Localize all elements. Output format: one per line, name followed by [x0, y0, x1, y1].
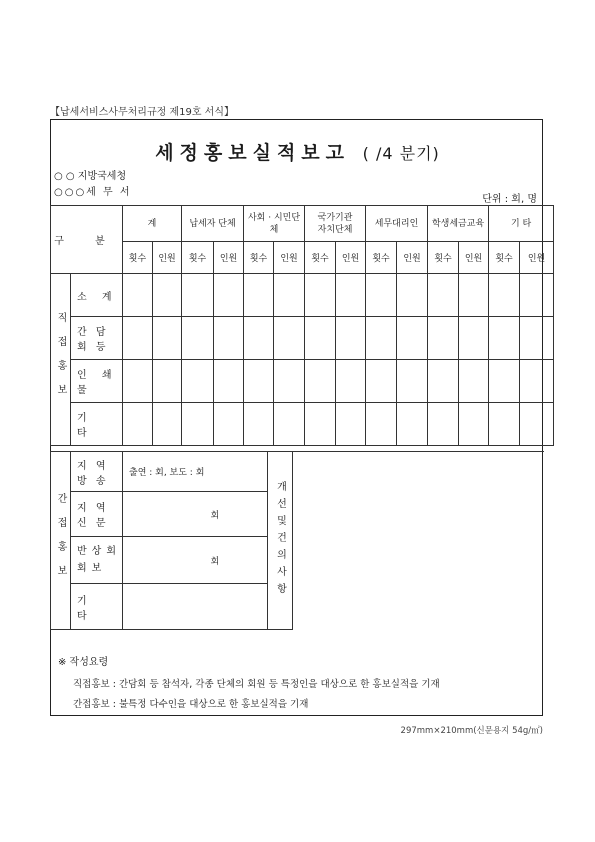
sub-count: 횟수: [366, 242, 397, 274]
sub-count: 횟수: [123, 242, 153, 274]
cell[interactable]: [182, 317, 214, 360]
cell[interactable]: [305, 274, 336, 317]
tax-office: ○○○세 무 서: [54, 187, 132, 198]
col-group-tax-agent: 세무대리인: [366, 206, 428, 242]
cell[interactable]: [366, 274, 397, 317]
unit-label: 단위 : 회, 명: [482, 194, 537, 205]
cell[interactable]: [244, 317, 274, 360]
sub-count: 횟수: [428, 242, 459, 274]
cell[interactable]: [305, 317, 336, 360]
cell[interactable]: [397, 403, 428, 446]
cell[interactable]: [274, 360, 305, 403]
sub-count: 횟수: [244, 242, 274, 274]
indirect-promo-label: 간접홍보: [51, 452, 71, 630]
newspaper-count[interactable]: 회: [123, 492, 268, 537]
cell[interactable]: [182, 274, 214, 317]
cell[interactable]: [459, 274, 489, 317]
cell[interactable]: [397, 317, 428, 360]
cell[interactable]: [123, 584, 268, 630]
col-group-taxpayer: 납세자 단체: [182, 206, 244, 242]
cell[interactable]: [336, 317, 366, 360]
row-label-subtotal: 소 계: [71, 274, 123, 317]
cell[interactable]: [182, 360, 214, 403]
cell[interactable]: [244, 274, 274, 317]
title-main: 세정홍보실적보고: [155, 142, 351, 164]
cell[interactable]: [489, 317, 520, 360]
row-label-newspaper: 지 역 신 문: [71, 492, 123, 537]
cell[interactable]: [489, 274, 520, 317]
cell[interactable]: [153, 360, 182, 403]
title-quarter: ( /4 분기): [362, 144, 440, 163]
cell[interactable]: [336, 403, 366, 446]
sub-count: 횟수: [489, 242, 520, 274]
row-label-broadcast: 지 역 방 송: [71, 452, 123, 492]
cell[interactable]: [366, 360, 397, 403]
cell[interactable]: [244, 360, 274, 403]
cell[interactable]: [274, 317, 305, 360]
cell[interactable]: [428, 317, 459, 360]
sub-persons: 인원: [153, 242, 182, 274]
form-title: [0, 138, 595, 165]
row-label-print: 인 쇄 물: [71, 360, 123, 403]
row-label-other: 기 타: [71, 403, 123, 446]
regional-office: ○ ○ 지방국세청: [54, 171, 127, 182]
remarks-label: 개선및건의사항: [268, 452, 293, 630]
cell[interactable]: [520, 274, 554, 317]
sub-count: 횟수: [305, 242, 336, 274]
sub-persons: 인원: [336, 242, 366, 274]
cell[interactable]: [305, 403, 336, 446]
cell[interactable]: [459, 403, 489, 446]
cell[interactable]: [153, 403, 182, 446]
cell[interactable]: [305, 360, 336, 403]
cell[interactable]: [520, 317, 554, 360]
cell[interactable]: [123, 317, 153, 360]
cell[interactable]: [336, 360, 366, 403]
sub-count: 횟수: [182, 242, 214, 274]
cell[interactable]: [153, 317, 182, 360]
cell[interactable]: [214, 317, 244, 360]
cell[interactable]: [366, 317, 397, 360]
cell[interactable]: [274, 274, 305, 317]
col-group-civic: 사회 · 시민단체: [244, 206, 305, 242]
cell[interactable]: [123, 274, 153, 317]
cell[interactable]: [520, 360, 554, 403]
cell[interactable]: [489, 403, 520, 446]
row-label-meetings: 간 담 회 등: [71, 317, 123, 360]
direct-promo-label: 직접홍보: [51, 274, 71, 446]
cell[interactable]: [214, 360, 244, 403]
notes-title: ※ 작성요령: [58, 657, 109, 668]
cell[interactable]: [123, 360, 153, 403]
col-group-student: 학생세금교육: [428, 206, 489, 242]
cell[interactable]: [428, 403, 459, 446]
cell[interactable]: [214, 274, 244, 317]
cell[interactable]: [366, 403, 397, 446]
note-direct: 직접홍보 : 간담회 등 참석자, 각종 단체의 회원 등 특정인을 대상으로 한 홍보실적을 기재: [73, 679, 440, 690]
cell[interactable]: [428, 274, 459, 317]
sub-persons: 인원: [397, 242, 428, 274]
note-indirect: 간접홍보 : 불특정 다수인을 대상으로 한 홍보실적을 기재: [73, 699, 309, 710]
bulletin-count[interactable]: 회: [123, 537, 268, 584]
cell[interactable]: [520, 403, 554, 446]
cell[interactable]: [182, 403, 214, 446]
cell[interactable]: [123, 403, 153, 446]
cell[interactable]: [214, 403, 244, 446]
cell[interactable]: [244, 403, 274, 446]
broadcast-count[interactable]: 출연 : 회, 보도 : 회: [123, 452, 268, 492]
cell[interactable]: [397, 274, 428, 317]
cell[interactable]: [336, 274, 366, 317]
row-label-bulletin: 반상회회보: [71, 537, 123, 584]
sub-persons: 인원: [214, 242, 244, 274]
col-group-total: 계: [123, 206, 182, 242]
category-header: 구 분: [51, 206, 123, 274]
col-group-other: 기 타: [489, 206, 554, 242]
cell[interactable]: [397, 360, 428, 403]
cell[interactable]: [459, 360, 489, 403]
cell[interactable]: [428, 360, 459, 403]
stats-table: [50, 205, 554, 446]
cell[interactable]: [459, 317, 489, 360]
sub-persons: 인원: [459, 242, 489, 274]
paper-spec: 297mm×210mm(신문용지 54g/㎡): [400, 726, 543, 736]
sub-persons: 인원: [274, 242, 305, 274]
cell[interactable]: [274, 403, 305, 446]
cell[interactable]: [489, 360, 520, 403]
sub-persons: 인원: [520, 242, 554, 274]
form-reference: 【납세서비스사무처리규정 제19호 서식】: [50, 107, 234, 118]
cell[interactable]: [153, 274, 182, 317]
row-label-indirect-other: 기 타: [71, 584, 123, 630]
indirect-table: [50, 451, 544, 630]
remarks-area[interactable]: [293, 452, 544, 630]
col-group-government: 국가기관 자치단체: [305, 206, 366, 242]
